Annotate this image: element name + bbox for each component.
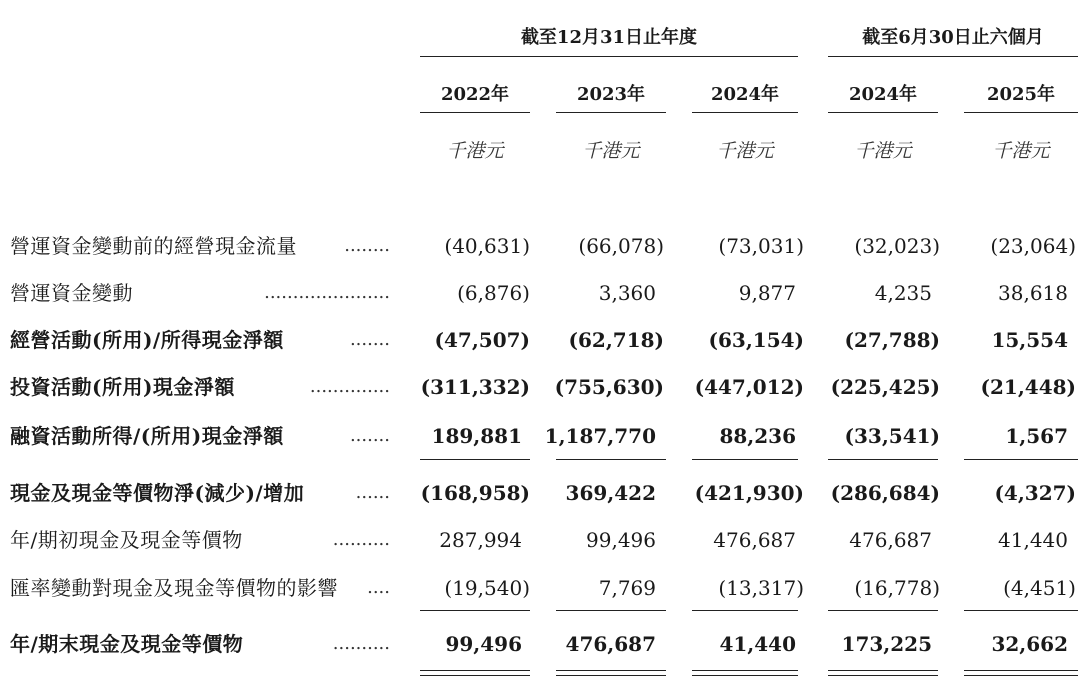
row-label: 投資活動(所用)現金淨額 [10,375,235,399]
unit-2025-h1: 千港元 [992,140,1050,162]
year-2024: 2024年 [692,78,798,113]
cell-value: 476,687 [713,528,796,552]
cell-value: (311,332) [420,375,530,399]
cell-value: (447,012) [694,375,804,399]
cell-value: 173,225 [841,632,932,656]
cell-value: 99,496 [445,632,522,656]
year-2022: 2022年 [420,78,530,113]
subtotal-rule [420,459,530,460]
cell-value: (225,425) [830,375,940,399]
subtotal-rule [556,610,666,611]
cell-value: (63,154) [708,328,804,352]
cell-value: 32,662 [991,632,1068,656]
subtotal-rule [964,459,1078,460]
row-label: 年/期末現金及現金等價物 [10,632,244,656]
cell-value: 9,877 [738,281,796,305]
cell-value: (40,631) [444,234,530,258]
cell-value: 476,687 [849,528,932,552]
cell-value: (73,031) [718,234,804,258]
subtotal-rule [692,610,798,611]
header-group-six-months: 截至6月30日止六個月 [828,20,1078,57]
leader-dots: .......... [332,633,390,654]
row-label: 年/期初現金及現金等價物 [10,528,243,552]
row-label: 營運資金變動 [10,281,133,305]
row-label: 匯率變動對現金及現金等價物的影響 [10,576,338,600]
leader-dots: ....... [349,329,390,350]
subtotal-rule [692,459,798,460]
unit-2024-h1: 千港元 [854,140,912,162]
cell-value: (33,541) [844,424,940,448]
cell-value: 41,440 [998,528,1068,552]
total-double-rule [556,670,666,676]
row-label: 營運資金變動前的經營現金流量 [10,234,297,258]
subtotal-rule [828,459,938,460]
leader-dots: .... [367,577,390,598]
row-label: 現金及現金等價物淨(減少)/增加 [10,481,305,505]
cell-value: 189,881 [431,424,522,448]
year-2025-h1: 2025年 [964,78,1078,113]
cell-value: 1,187,770 [544,424,656,448]
leader-dots: ...... [355,482,390,503]
leader-dots: ........ [344,235,390,256]
unit-2022: 千港元 [446,140,504,162]
cell-value: 4,235 [874,281,932,305]
total-double-rule [964,670,1078,676]
cell-value: (421,930) [694,481,804,505]
leader-dots: .......... [332,529,390,550]
cell-value: (286,684) [830,481,940,505]
cell-value: (4,451) [1003,576,1076,600]
cell-value: 7,769 [598,576,656,600]
cell-value: 3,360 [598,281,656,305]
cell-value: (19,540) [444,576,530,600]
cell-value: 476,687 [565,632,656,656]
cell-value: (13,317) [718,576,804,600]
leader-dots: ....... [349,425,390,446]
cell-value: 88,236 [719,424,796,448]
year-2024-h1: 2024年 [828,78,938,113]
cell-value: (62,718) [568,328,664,352]
row-label: 經營活動(所用)/所得現金淨額 [10,328,284,352]
cell-value: 38,618 [998,281,1068,305]
subtotal-rule [420,610,530,611]
subtotal-rule [964,610,1078,611]
total-double-rule [692,670,798,676]
cell-value: (4,327) [994,481,1076,505]
cell-value: 99,496 [586,528,656,552]
cell-value: 15,554 [991,328,1068,352]
subtotal-rule [828,610,938,611]
cell-value: (27,788) [844,328,940,352]
total-double-rule [420,670,530,676]
cell-value: 369,422 [565,481,656,505]
cell-value: 1,567 [1005,424,1068,448]
cell-value: (21,448) [980,375,1076,399]
header-group-fiscal-year: 截至12月31日止年度 [420,20,798,57]
cell-value: (755,630) [554,375,664,399]
cell-value: 287,994 [439,528,522,552]
year-2023: 2023年 [556,78,666,113]
leader-dots: .............. [309,376,390,397]
cell-value: (23,064) [990,234,1076,258]
cell-value: (66,078) [578,234,664,258]
cell-value: (47,507) [434,328,530,352]
cell-value: 41,440 [719,632,796,656]
row-label: 融資活動所得/(所用)現金淨額 [10,424,284,448]
unit-2024: 千港元 [716,140,774,162]
subtotal-rule [556,459,666,460]
cell-value: (6,876) [457,281,530,305]
leader-dots: ...................... [264,282,390,303]
total-double-rule [828,670,938,676]
cell-value: (16,778) [854,576,940,600]
cell-value: (32,023) [854,234,940,258]
unit-2023: 千港元 [582,140,640,162]
cell-value: (168,958) [420,481,530,505]
